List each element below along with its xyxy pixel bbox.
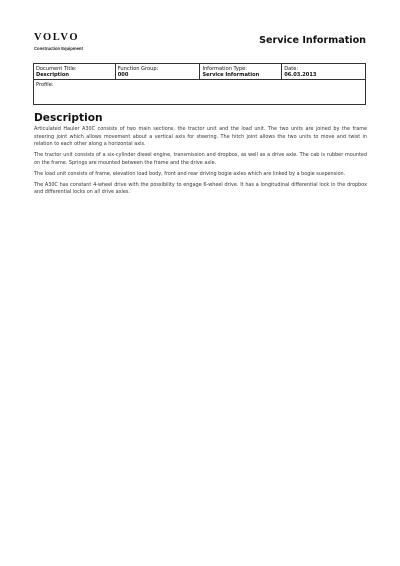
description-paragraph: The A30C has constant 4-wheel drive with the possibility to engage 6-wheel drive. It has a longitudinal differential lock in the dropbox and differential locks on all drive axles. xyxy=(34,181,367,196)
document-info-table xyxy=(33,63,366,105)
function-group-cell xyxy=(115,64,200,80)
function-group-label: Function Group: xyxy=(117,65,159,72)
brand-wordmark: VOLVO xyxy=(34,32,80,43)
description-body xyxy=(34,126,367,200)
page-title: Service Information xyxy=(259,35,366,46)
brand-subtitle: Construction Equipment xyxy=(34,46,83,51)
date-label: Date: xyxy=(284,65,299,72)
document-title-label: Document Title: xyxy=(36,65,77,72)
profile-label: Profile: xyxy=(36,81,54,88)
information-type-cell xyxy=(200,64,282,80)
document-title-cell xyxy=(34,64,116,80)
volvo-logo xyxy=(34,32,83,51)
date-value: 06.03.2013 xyxy=(284,71,317,78)
function-group-value: 000 xyxy=(117,71,129,78)
description-paragraph: Articulated Hauler A30C consists of two main sections, the tractor unit and the load unit. The two units are joined by the frame steering joint which allows movement about a vertical axis for steering. The hitch joint allows the two units to move and twist in relation to each other along a horizontal axis. xyxy=(34,126,367,147)
profile-cell xyxy=(34,80,366,105)
document-title-value: Description xyxy=(36,71,69,78)
description-paragraph: The load unit consists of frame, elevation load body, front and rear driving bogie axles which are linked by a bogie suspension. xyxy=(34,170,346,177)
date-cell xyxy=(282,64,366,80)
information-type-label: Information Type: xyxy=(202,65,247,72)
section-title: Description xyxy=(34,112,103,124)
information-type-value: Service Information xyxy=(202,71,260,78)
description-paragraph: The tractor unit consists of a six-cylinder diesel engine, transmission and dropbox, as well as a drive axle. The cab is rubber mounted on the frame. Springs are mounted between the frame and the drive axle. xyxy=(34,152,367,166)
